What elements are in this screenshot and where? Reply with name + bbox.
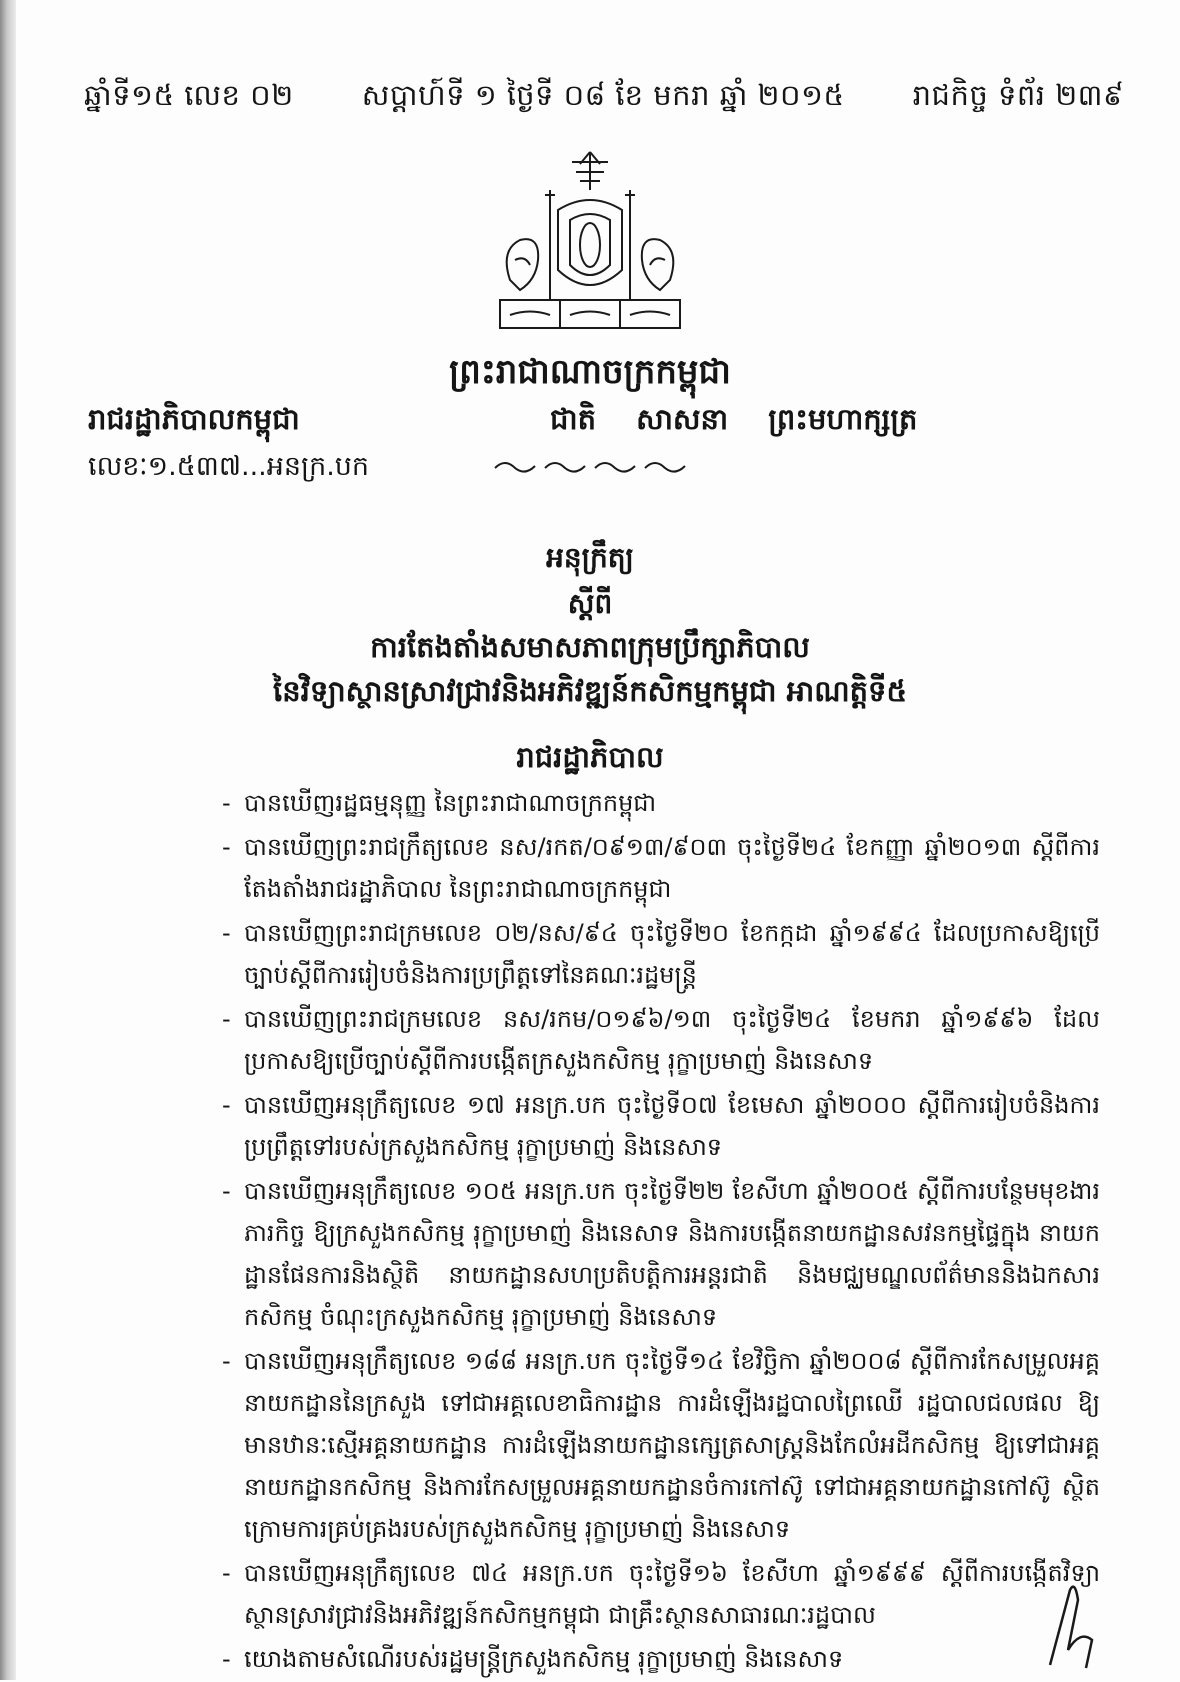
list-item: - បានឃើញអនុក្រឹត្យលេខ ៧៤ អនក្រ.បក ចុះថ្ងៃទី១៦ ខែសីហា ឆ្នាំ១៩៩៩ ស្តីពីការបង្កើតវិទ្យាស្ថានស្រាវជ្រាវនិងអភិវឌ្ឍន៍កសិកម្មកម្ពុជា ជាគ្រឹះស្ថានសាធារណៈរដ្ឋបាល [230,1552,1100,1636]
gazette-header [84,78,1124,120]
list-item: - បានឃើញអនុក្រឹត្យលេខ ១៨៨ អនក្រ.បក ចុះថ្ងៃទី១៤ ខែវិច្ឆិកា ឆ្នាំ២០០៨ ស្តីពីការកែសម្រួលអគ្គនាយកដ្ឋាននៃក្រសួង ទៅជាអគ្គលេខាធិការដ្ឋាន ការដំឡើងរដ្ឋបាលព្រៃឈើ រដ្ឋបាលជលផល ឱ្យមានឋានៈស្មើអគ្គនាយកដ្ឋាន ការដំឡើងនាយកដ្ឋានក្សេត្រសាស្ត្រនិងកែលំអដីកសិកម្ម ឱ្យទៅជាអគ្គនាយកដ្ឋានកសិកម្ម និងការកែសម្រួលអគ្គនាយកដ្ឋានចំការកៅស៊ូ ទៅជាអគ្គនាយកដ្ឋានកៅស៊ូ ស្ថិតក្រោមការគ្រប់គ្រងរបស់ក្រសួងកសិកម្ម រុក្ខាប្រមាញ់ និងនេសាទ [230,1340,1100,1550]
list-item: - យោងតាមសំណើរបស់រដ្ឋមន្ត្រីក្រសួងកសិកម្ម រុក្ខាប្រមាញ់ និងនេសាទ [230,1638,1100,1680]
national-motto: ជាតិ សាសនា ព្រះមហាក្សត្រ [550,402,918,436]
list-item: - បានឃើញរដ្ឋធម្មនុញ្ញ នៃព្រះរាជាណាចក្រកម្ពុជា [230,782,1100,824]
title-subject: ការតែងតាំងសមាសភាពក្រុមប្រឹក្សាភិបាល [370,630,810,664]
title-institution: នៃវិទ្យាស្ថានស្រាវជ្រាវនិងអភិវឌ្ឍន៍កសិកម្មកម្ពុជា អាណត្តិទី៥ [273,674,907,708]
header-gazette-page: រាជកិច្ច ទំព័រ ២៣៩ [912,78,1124,112]
list-item: - បានឃើញព្រះរាជក្រមលេខ នស/រកម/០១៩៦/១៣ ចុះថ្ងៃទី២៤ ខែមករា ឆ្នាំ១៩៩៦ ដែលប្រកាសឱ្យប្រើច្បាប់ស្តីពីការបង្កើតក្រសួងកសិកម្ម រុក្ខាប្រមាញ់ និងនេសាទ [230,998,1100,1082]
decorative-divider-ornament [490,454,690,478]
reference-list [230,782,1100,1682]
list-item: - បានឃើញអនុក្រឹត្យលេខ ១០៥ អនក្រ.បក ចុះថ្ងៃទី២២ ខែសីហា ឆ្នាំ២០០៥ ស្តីពីការបន្ថែមមុខងារភារកិច្ច ឱ្យក្រសួងកសិកម្ម រុក្ខាប្រមាញ់ និងនេសាទ និងការបង្កើតនាយកដ្ឋានសវនកម្មផ្ទៃក្នុង នាយកដ្ឋានផែនការនិងស្ថិតិ នាយកដ្ឋានសហប្រតិបត្តិការអន្តរជាតិ និងមជ្ឈមណ្ឌលព័ត៌មាននិងឯកសារកសិកម្ម ចំណុះក្រសួងកសិកម្ម រុក្ខាប្រមាញ់ និងនេសាទ [230,1170,1100,1338]
list-item: - បានឃើញព្រះរាជក្រឹត្យលេខ នស/រកត/០៩១៣/៩០៣ ចុះថ្ងៃទី២៤ ខែកញ្ញា ឆ្នាំ២០១៣ ស្តីពីការតែងតាំងរាជរដ្ឋាភិបាល នៃព្រះរាជាណាចក្រកម្ពុជា [230,826,1100,910]
title-decree: អនុក្រឹត្យ [546,541,634,574]
document-number-prefix: លេខៈ [88,451,148,482]
government-label: រាជរដ្ឋាភិបាលកម្ពុជា [88,402,300,436]
list-item: - បានឃើញព្រះរាជក្រមលេខ ០២/នស/៩៤ ចុះថ្ងៃទី២០ ខែកក្កដា ឆ្នាំ១៩៩៤ ដែលប្រកាសឱ្យប្រើច្បាប់ស្តីពីការរៀបចំនិងការប្រព្រឹត្តទៅនៃគណៈរដ្ឋមន្ត្រី [230,912,1100,996]
header-week-date: សប្តាហ៍ទី ១ ថ្ងៃទី ០៨ ខែ មករា ឆ្នាំ ២០១៥ [361,78,845,112]
title-regarding: ស្តីពី [567,587,613,620]
header-year-issue: ឆ្នាំទី១៥ លេខ ០២ [84,78,294,112]
initial-signature-mark [1040,1580,1100,1670]
kingdom-name: ព្រះរាជាណាចក្រកម្ពុជា [449,352,731,392]
royal-coat-of-arms-icon [490,150,690,340]
document-number [88,450,369,489]
issuer-heading: រាជរដ្ឋាភិបាល [516,740,664,774]
scan-edge-shadow [0,0,16,1680]
list-item: - បានឃើញអនុក្រឹត្យលេខ ១៧ អនក្រ.បក ចុះថ្ងៃទី០៧ ខែមេសា ឆ្នាំ២០០០ ស្តីពីការរៀបចំនិងការប្រព្រឹត្តទៅរបស់ក្រសួងកសិកម្ម រុក្ខាប្រមាញ់ និងនេសាទ [230,1084,1100,1168]
document-number-value: ១.៥៣៧...អនក្រ.បក [147,451,370,482]
